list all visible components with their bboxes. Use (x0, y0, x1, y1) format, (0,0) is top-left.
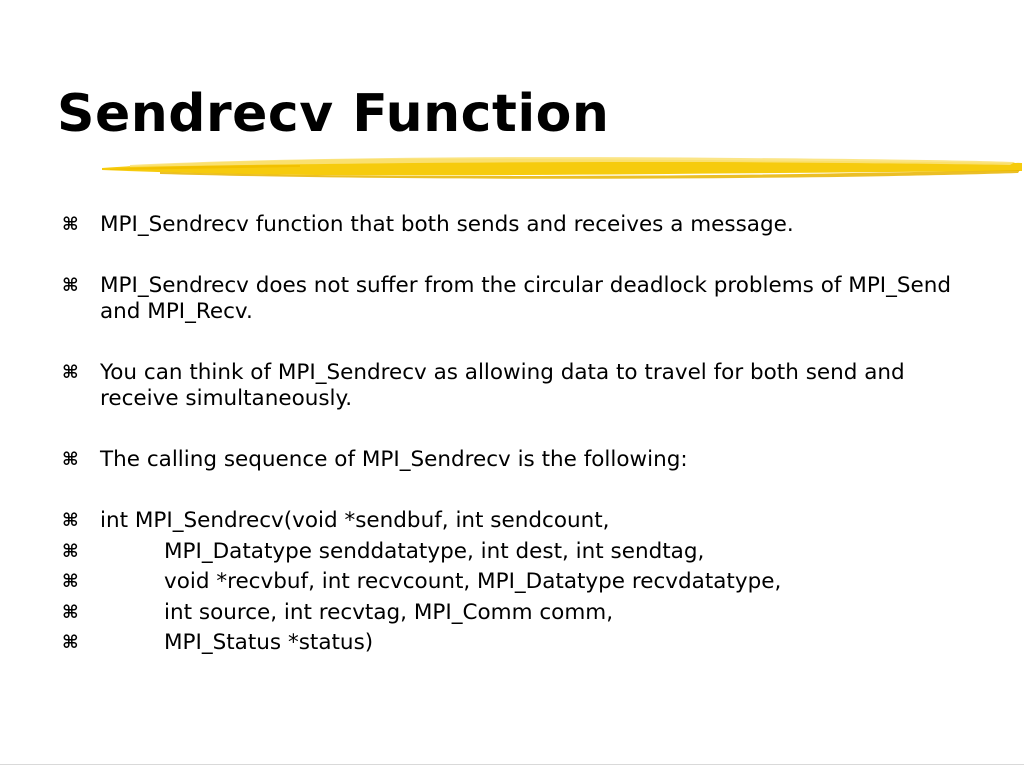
code-line (62, 569, 982, 595)
bullet-text: MPI_Sendrecv function that both sends and receives a message. (100, 212, 794, 237)
bullet-list (62, 212, 982, 661)
bullet-item (62, 447, 982, 473)
bullet-item (62, 273, 982, 325)
slide-title: Sendrecv Function (57, 84, 610, 144)
bullet-text: MPI_Sendrecv does not suffer from the circular deadlock problems of MPI_Send and MPI_Recv. (100, 273, 952, 324)
command-bullet-icon: ⌘ (62, 632, 79, 653)
footer-divider (0, 764, 1024, 765)
code-line-text: void *recvbuf, int recvcount, MPI_Datatype recvdatatype, (164, 569, 782, 594)
title-highlight-stroke (100, 150, 1024, 184)
code-line-text: int MPI_Sendrecv(void *sendbuf, int sendcount, (100, 508, 610, 533)
command-bullet-icon: ⌘ (62, 571, 79, 592)
command-bullet-icon: ⌘ (62, 540, 79, 562)
bullet-text: You can think of MPI_Sendrecv as allowing data to travel for both send and receive simultaneously. (100, 360, 905, 411)
code-line (62, 600, 982, 626)
code-line-text: MPI_Datatype senddatatype, int dest, int sendtag, (164, 538, 705, 564)
code-line (62, 539, 982, 565)
command-bullet-icon: ⌘ (62, 362, 79, 383)
bullet-text: The calling sequence of MPI_Sendrecv is the following: (100, 447, 688, 472)
command-bullet-icon: ⌘ (62, 214, 79, 235)
bullet-item (62, 360, 982, 412)
command-bullet-icon: ⌘ (62, 449, 79, 470)
command-bullet-icon: ⌘ (62, 510, 79, 531)
code-line (62, 630, 982, 656)
command-bullet-icon: ⌘ (62, 601, 79, 623)
bullet-item (62, 212, 982, 238)
code-line-text: int source, int recvtag, MPI_Comm comm, (164, 599, 614, 625)
command-bullet-icon: ⌘ (62, 275, 79, 296)
code-line-text: MPI_Status *status) (164, 630, 374, 655)
code-line (62, 508, 982, 534)
